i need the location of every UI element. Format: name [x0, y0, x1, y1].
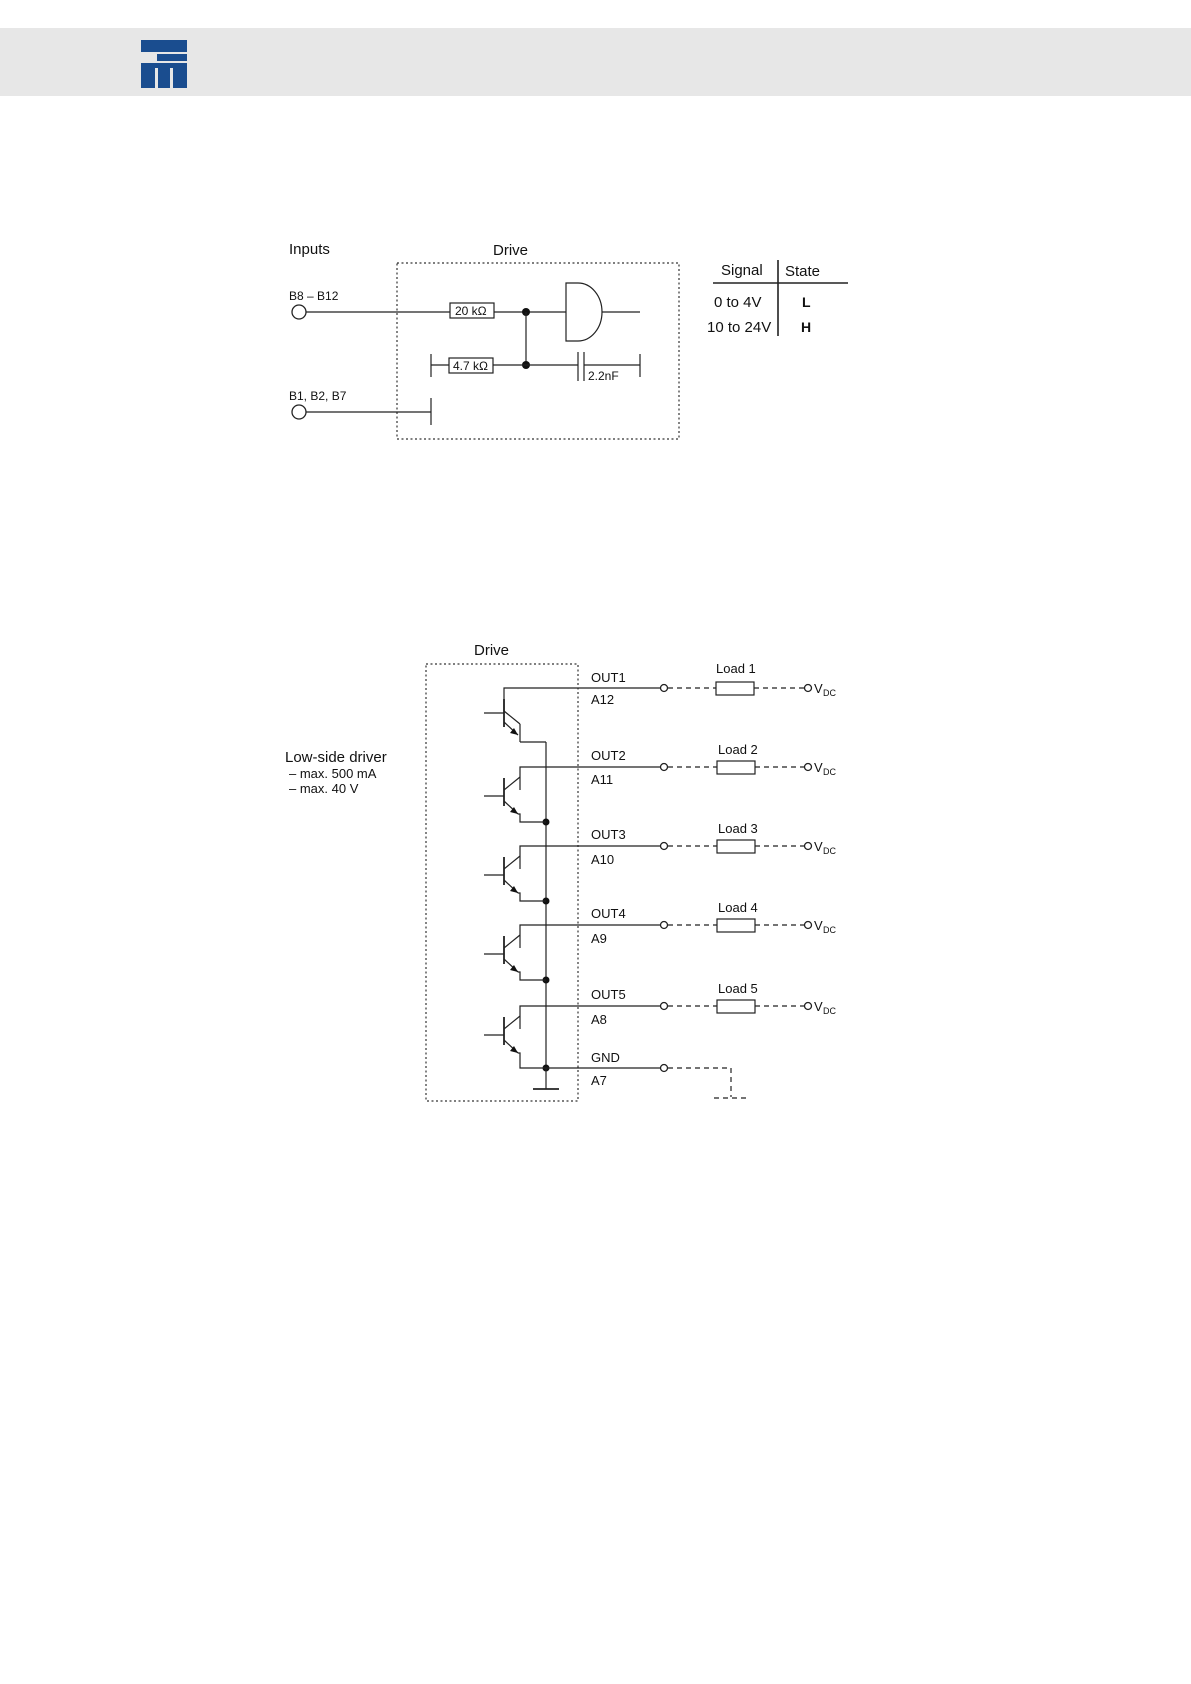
table-state-row2: H	[801, 319, 812, 335]
logic-gate-icon	[566, 283, 602, 341]
vdc-terminal-3-icon	[805, 843, 812, 850]
output-circuit-diagram	[285, 642, 836, 1101]
vdc-label-5: V	[814, 999, 823, 1014]
a11-pin-label: A11	[591, 772, 614, 787]
vdc-sub-5: DC	[823, 1006, 836, 1016]
capacitor-label: 2.2nF	[588, 369, 619, 383]
drive-label-input: Drive	[493, 242, 529, 259]
load-3-label: Load 3	[718, 821, 758, 836]
load-4-label: Load 4	[718, 900, 758, 915]
vdc-label-3: V	[814, 839, 823, 854]
load-4-resistor	[717, 919, 755, 932]
terminal-out2-icon	[661, 764, 668, 771]
vdc-label-2: V	[814, 760, 823, 775]
output-channel-3	[484, 821, 836, 901]
a10-pin-label: A10	[591, 852, 615, 867]
load-1-resistor	[716, 682, 754, 695]
a8-pin-label: A8	[591, 1012, 607, 1027]
out4-label: OUT4	[591, 906, 626, 921]
load-1-label: Load 1	[716, 661, 756, 676]
vdc-terminal-2-icon	[805, 764, 812, 771]
resistor-4k7-label: 4.7 kΩ	[453, 359, 488, 373]
terminal-b8-b12-icon	[292, 305, 306, 319]
terminal-label-b8-b12: B8 – B12	[289, 289, 339, 303]
output-channel-4	[484, 900, 836, 980]
resistor-20k-label: 20 kΩ	[455, 304, 487, 318]
output-channel-2	[484, 742, 836, 822]
load-2-label: Load 2	[718, 742, 758, 757]
terminal-b1-b2-b7-icon	[292, 405, 306, 419]
drive-boundary-input	[397, 263, 679, 439]
driver-spec-current: – max. 500 mA	[289, 766, 377, 781]
out3-label: OUT3	[591, 827, 626, 842]
vdc-label-4: V	[814, 918, 823, 933]
terminal-out5-icon	[661, 1003, 668, 1010]
vdc-sub-1: DC	[823, 688, 836, 698]
vdc-sub-4: DC	[823, 925, 836, 935]
vdc-terminal-4-icon	[805, 922, 812, 929]
terminal-out1-icon	[661, 685, 668, 692]
drive-label-output: Drive	[474, 642, 510, 659]
vdc-terminal-1-icon	[805, 685, 812, 692]
signal-state-table	[707, 260, 848, 336]
table-state-row1: L	[802, 294, 811, 310]
vdc-sub-3: DC	[823, 846, 836, 856]
input-circuit-diagram	[289, 241, 848, 439]
load-5-resistor	[717, 1000, 755, 1013]
table-header-state: State	[785, 263, 821, 280]
out1-label: OUT1	[591, 670, 626, 685]
load-2-resistor	[717, 761, 755, 774]
a9-pin-label: A9	[591, 931, 607, 946]
a12-pin-label: A12	[591, 692, 615, 707]
terminal-out4-icon	[661, 922, 668, 929]
load-3-resistor	[717, 840, 755, 853]
terminal-out3-icon	[661, 843, 668, 850]
vdc-terminal-5-icon	[805, 1003, 812, 1010]
gnd-pin-label: A7	[591, 1073, 607, 1088]
table-signal-row2: 10 to 24V	[707, 319, 772, 336]
table-signal-row1: 0 to 4V	[714, 294, 762, 311]
terminal-gnd-icon	[661, 1065, 668, 1072]
vdc-sub-2: DC	[823, 767, 836, 777]
driver-title: Low-side driver	[285, 749, 387, 766]
table-header-signal: Signal	[721, 262, 763, 279]
inputs-label: Inputs	[289, 241, 330, 258]
driver-spec-voltage: – max. 40 V	[289, 781, 359, 796]
out2-label: OUT2	[591, 748, 626, 763]
vdc-label-1: V	[814, 681, 823, 696]
terminal-label-b1-b2-b7: B1, B2, B7	[289, 389, 347, 403]
out5-label: OUT5	[591, 987, 626, 1002]
load-5-label: Load 5	[718, 981, 758, 996]
output-channel-1	[484, 661, 836, 742]
gnd-label: GND	[591, 1050, 620, 1065]
output-channel-5	[484, 981, 836, 1068]
